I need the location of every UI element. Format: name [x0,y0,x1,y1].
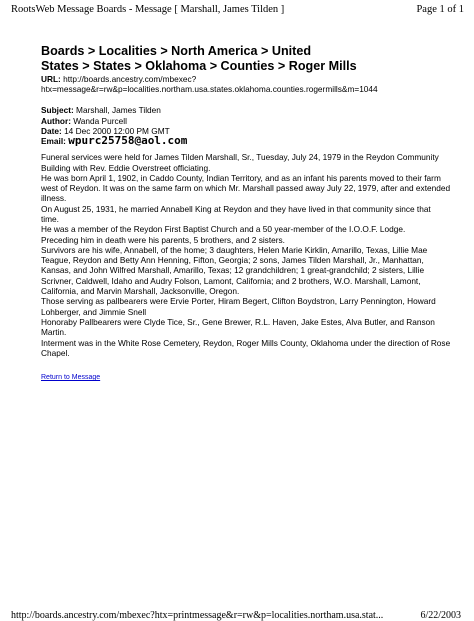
url-line-1: http://boards.ancestry.com/mbexec? [63,74,197,84]
body-paragraph: Those serving as pallbearers were Ervie Porter, Hiram Begert, Clifton Boydstron, Larry Pennington, Howard Lohberger, and Jimmie Snell [41,296,436,317]
date-label: Date: [41,125,62,136]
body-paragraph: Interment was in the White Rose Cemetery, Reydon, Roger Mills County, Oklahoma under the direction of Rose Chapel. [41,337,451,358]
body-paragraph: Honoraby Pallbearers were Clyde Tice, Sr., Gene Brewer, R.L. Haven, Jake Estes, Alva Butler, and Ranson Martin. [41,316,435,338]
breadcrumb-line-1: Boards > Localities > North America > United [41,44,312,58]
message-body [41,152,451,358]
author-value: Wanda Purcell [73,115,127,126]
body-paragraph: He was a member of the Reydon First Baptist Church and a 50 year-member of the I.O.O.F. Lodge. [41,224,406,235]
message-content [41,44,451,384]
breadcrumb-line-2: States > States > Oklahoma > Counties > Roger Mills [41,58,357,73]
subject-label: Subject: [41,105,74,116]
page-number: Page 1 of 1 [416,4,464,15]
print-title: RootsWeb Message Boards - Message [ Marshall, James Tilden ] [11,4,285,15]
url-line-2: htx=message&r=rw&p=localities.northam.usa.states.oklahoma.counties.rogermills&m=1044 [41,84,378,95]
email-value: wpurc25758@aol.com [68,134,188,148]
breadcrumb [41,44,451,73]
url-label: URL: [41,74,61,84]
return-to-message-link[interactable]: Return to Message [41,374,101,382]
footer-url: http://boards.ancestry.com/mbexec?htx=printmessage&r=rw&p=localities.northam.usa.stat... [11,610,384,621]
message-meta [41,105,451,146]
email-label: Email: [41,136,66,147]
date-value: 14 Dec 2000 12:00 PM GMT [64,125,170,136]
body-paragraph: On August 25, 1931, he married Annabell King at Reydon and they have lived in that community since that time. [41,203,431,224]
email-row [41,136,451,146]
footer-date: 6/22/2003 [420,610,461,621]
author-row [41,116,451,126]
body-paragraph: Survivors are his wife, Annabell, of the home; 3 daughters, Helen Marie Kirklin, Amarillo, Texas, Lillie Mae Teague, Reydon and Betty Ann Henning, Fifton, Georgia; 2 sons, James Tilden Marshall, Jr., Manhattan, Kansas, and John Wilfred Marshall, Amarillo, Texas; 12 grandchildren; 1 great-grandchild; 2 sisters, Lillie Scrivner, Caldwell, Idaho and Audry Folson, Lamont, California; and 2 brothers, W.O. Marshall, Lamont, California, and Marvin Marshall, Jacksonville, Oregon. [41,244,428,297]
subject-row [41,105,451,115]
subject-value: Marshall, James Tilden [76,105,161,116]
body-paragraph: Preceding him in death were his parents, 5 brothers, and 2 sisters. [41,234,285,245]
body-paragraph: He was born April 1, 1902, in Caddo County, Indian Territory, and as an infant his parents moved to their farm west of Reydon. It was on the same farm on which Mr. Marshall passed away July 22, 1979, after and extended illness. [41,172,451,204]
body-paragraph: Funeral services were held for James Tilden Marshall, Sr., Tuesday, July 24, 1979 in the Reydon Community Building with Rev. Eddie Overstreet officiating. [41,152,439,173]
url-block [41,74,451,94]
author-label: Author: [41,115,71,126]
